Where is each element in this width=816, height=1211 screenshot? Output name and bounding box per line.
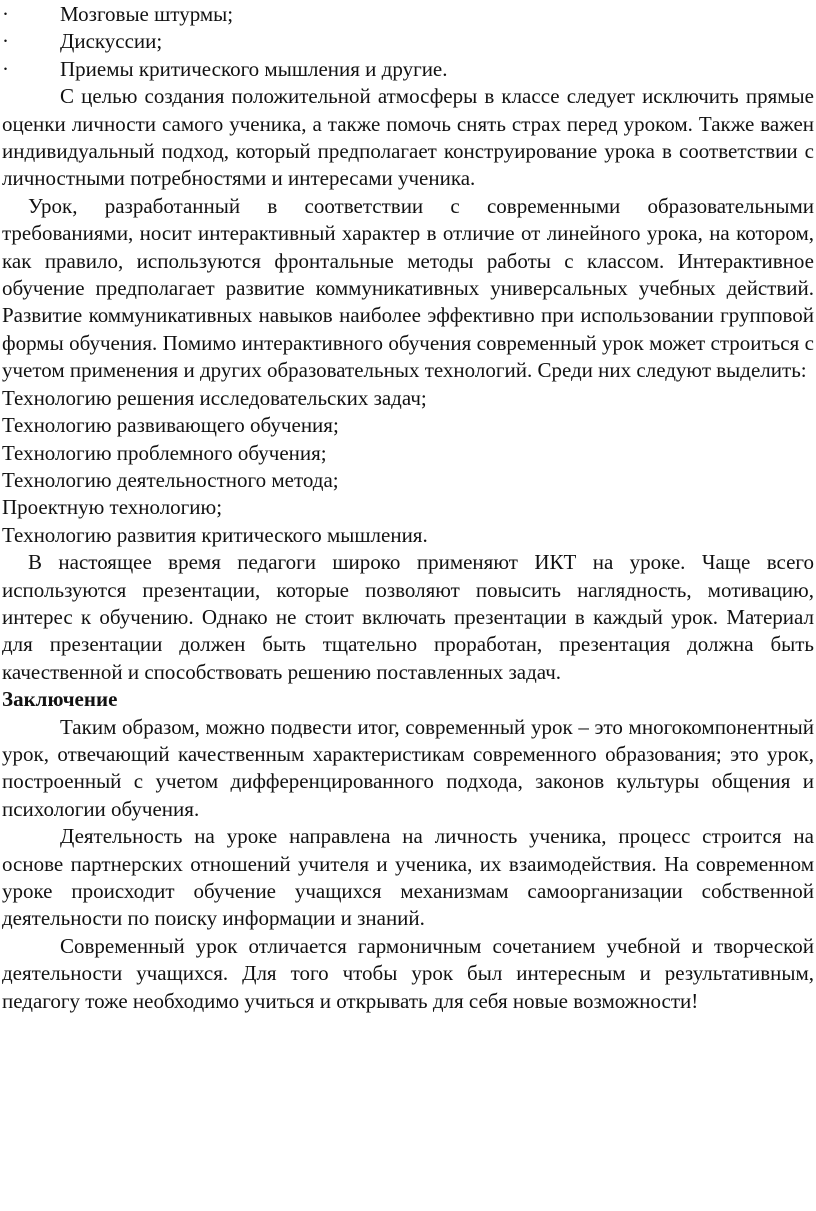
technology-item: Технологию решения исследовательских задач;	[2, 385, 427, 410]
paragraph-ict: В настоящее время педагоги широко применяют ИКТ на уроке. Чаще всего используются презентации, которые позволяют повысить наглядность, мотивацию, интерес к обучению. Однако не стоит включать презентации в каждый урок. Материал для презентации должен быть тщательно проработан, презентация должна быть качественной и способствовать решению поставленных задач.	[2, 550, 814, 684]
bullet-mark: ·	[2, 56, 9, 81]
bullet-mark: ·	[2, 29, 9, 54]
paragraph-interactive-lesson: Урок, разработанный в соответствии с современными образовательными требованиями, носит интерактивный характер в отличие от линейного урока, на котором, как правило, используются фронтальные методы работы с классом. Интерактивное обучение предполагает развитие коммуникативных универсальных учебных действий. Развитие коммуникативных навыков наиболее эффективно при использовании групповой формы обучения. Помимо интерактивного обучения современный урок может строиться с учетом применения и других образовательных технологий. Среди них следуют выделить:	[2, 193, 814, 383]
bullet-item	[2, 1, 814, 28]
technology-item: Технологию проблемного обучения;	[2, 440, 327, 465]
paragraph-conclusion-final: Современный урок отличается гармоничным сочетанием учебной и творческой деятельности учащихся. Для того чтобы урок был интересным и результативным, педагогу тоже необходимо учиться и открывать для себя новые возможности!	[2, 933, 814, 1013]
paragraph-atmosphere: С целью создания положительной атмосферы в классе следует исключить прямые оценки личности самого ученика, а также помочь снять страх перед уроком. Также важен индивидуальный подход, который предполагает конструирование урока в соответствии с личностными потребностями и интересами ученика.	[2, 84, 814, 191]
bullet-text: Дискуссии;	[60, 29, 163, 54]
technology-item: Технологию развивающего обучения;	[2, 413, 339, 438]
technology-item: Проектную технологию;	[2, 495, 223, 520]
bullet-item	[2, 56, 814, 83]
bullet-text: Мозговые штурмы;	[60, 2, 234, 26]
bullet-item	[2, 28, 814, 55]
bullet-mark: ·	[2, 2, 9, 26]
bullet-text: Приемы критического мышления и другие.	[60, 56, 448, 81]
conclusion-heading: Заключение	[2, 687, 118, 712]
paragraph-conclusion-summary: Таким образом, можно подвести итог, современный урок – это многокомпонентный урок, отвечающий качественным характеристикам современного образования; это урок, построенный с учетом дифференцированного подхода, законов культуры общения и психологии обучения.	[2, 714, 814, 821]
technology-list	[2, 385, 814, 549]
technology-item: Технологию развития критического мышления.	[2, 522, 428, 547]
technology-item: Технологию деятельностного метода;	[2, 467, 339, 492]
paragraph-conclusion-activity: Деятельность на уроке направлена на личность ученика, процесс строится на основе партнерских отношений учителя и ученика, их взаимодействия. На современном уроке происходит обучение учащихся механизмам самоорганизации собственной деятельности по поиску информации и знаний.	[2, 824, 814, 931]
